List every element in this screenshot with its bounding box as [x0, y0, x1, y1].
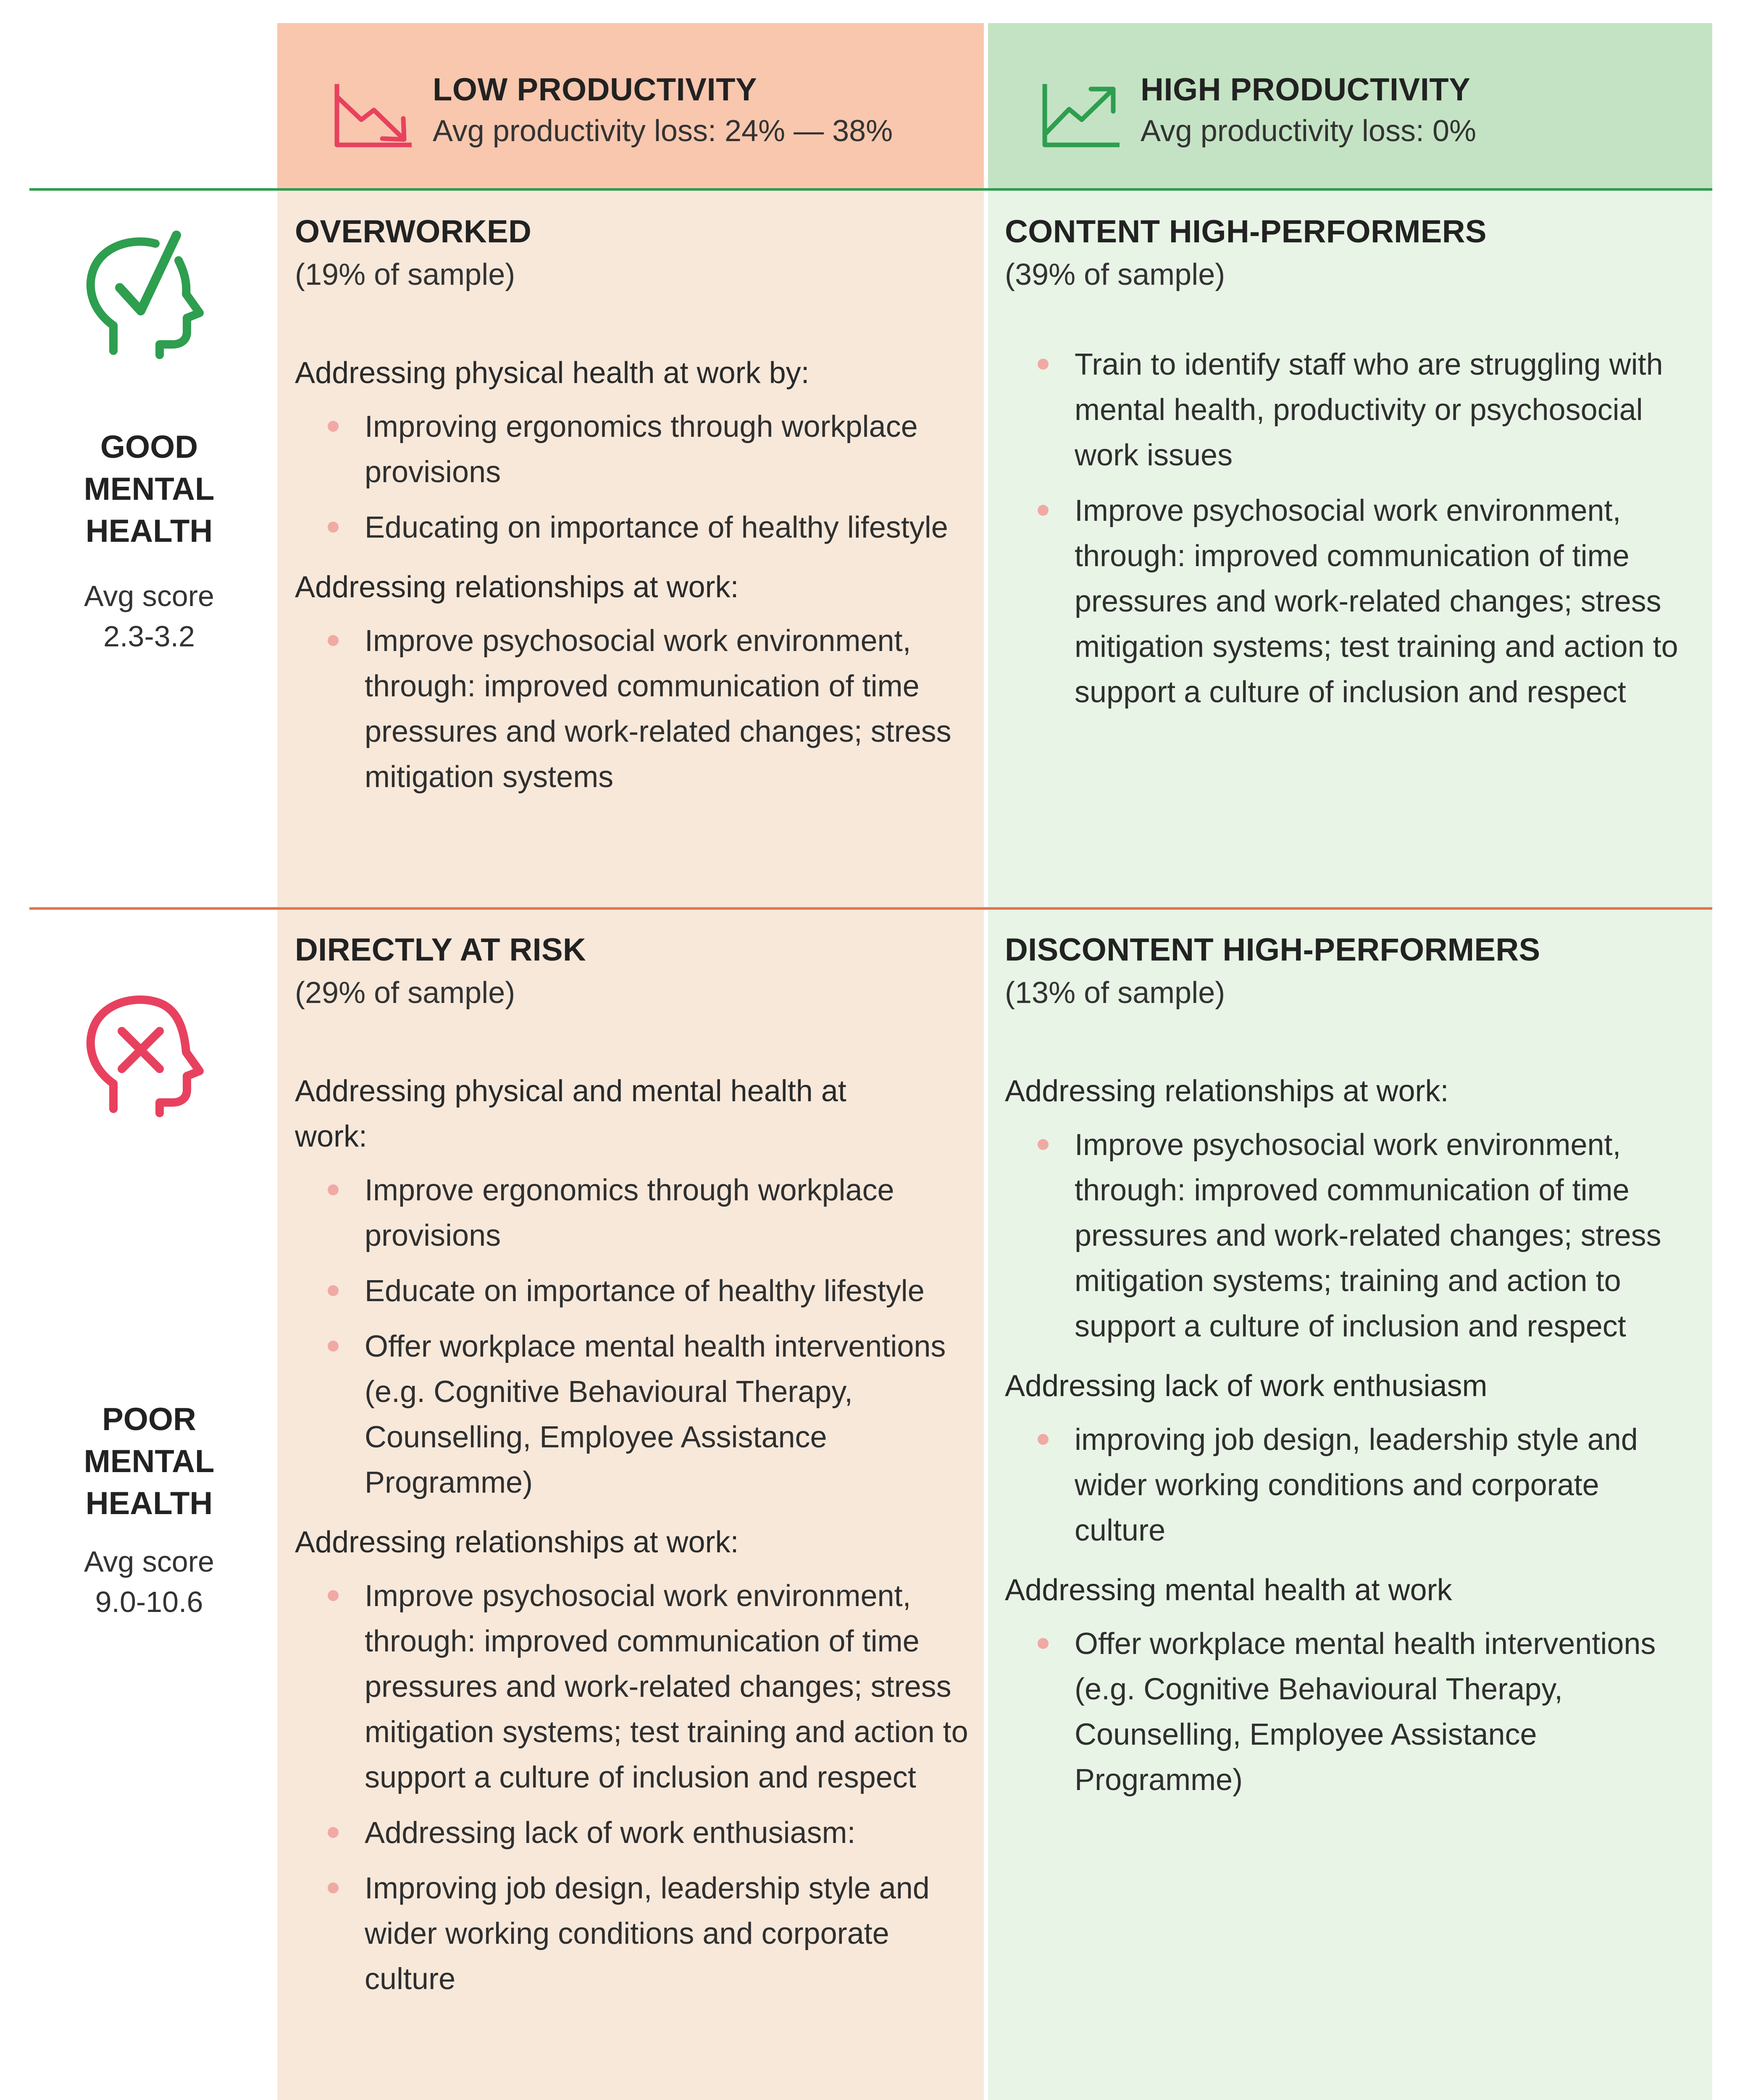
directly-at-risk-cell — [295, 928, 975, 2012]
head-cross-icon — [74, 983, 216, 1126]
bullet-list — [1005, 1621, 1694, 1803]
list-item: Addressing lack of work enthusiasm: — [295, 1810, 975, 1856]
bullet-icon — [1038, 1638, 1049, 1649]
list-item: Improve psychosocial work environment, through: improved communication of time pressures and work-related changes; stress mitigation systems; test training and action to support a culture of inclusion and respect — [1005, 488, 1694, 715]
content-high-performers-cell — [1005, 210, 1694, 725]
bullet-icon — [1038, 505, 1049, 516]
poor-label-line: MENTAL — [84, 1444, 215, 1479]
bullet-list — [295, 618, 975, 800]
trend-down-icon — [332, 80, 416, 151]
list-item: Improving ergonomics through workplace provisions — [295, 404, 975, 495]
section-heading: Addressing relationships at work: — [295, 1525, 739, 1559]
list-item: Improving job design, leadership style and wider working conditions and corporate culture — [295, 1866, 975, 2002]
bullet-list — [295, 1573, 975, 2002]
low-productivity-subtitle: Avg productivity loss: 24% — 38% — [433, 114, 893, 148]
header-divider — [29, 188, 1712, 191]
bullet-list — [1005, 1122, 1694, 1349]
overworked-cell — [295, 210, 975, 810]
section-heading: Addressing relationships at work: — [1005, 1074, 1449, 1108]
directly-at-risk-title: DIRECTLY AT RISK — [295, 932, 586, 968]
discontent-high-performers-subtitle: (13% of sample) — [1005, 976, 1225, 1010]
overworked-title: OVERWORKED — [295, 214, 532, 249]
content-high-performers-title: CONTENT HIGH-PERFORMERS — [1005, 214, 1487, 249]
good-label-line: HEALTH — [85, 513, 213, 549]
low-productivity-title: LOW PRODUCTIVITY — [433, 72, 757, 108]
bullet-icon — [328, 1341, 339, 1352]
bullet-icon — [328, 1184, 339, 1195]
bullet-icon — [328, 421, 339, 432]
section-heading: Addressing lack of work enthusiasm — [1005, 1369, 1488, 1403]
section-heading: Addressing physical health at work by: — [295, 356, 810, 390]
content-high-performers-subtitle: (39% of sample) — [1005, 258, 1225, 291]
list-item: Improve psychosocial work environment, through: improved communication of time pressures and work-related changes; stress mitigation systems; training and action to support a culture of inclusion and respect — [1005, 1122, 1694, 1349]
bullet-icon — [1038, 1139, 1049, 1150]
poor-label-line: POOR — [102, 1402, 196, 1437]
section-heading: Addressing physical and mental health at work: — [295, 1074, 846, 1153]
good-mental-health-label — [40, 426, 258, 656]
directly-at-risk-subtitle: (29% of sample) — [295, 976, 515, 1010]
discontent-high-performers-cell — [1005, 928, 1694, 1813]
bullet-icon — [1038, 1434, 1049, 1445]
overworked-subtitle: (19% of sample) — [295, 258, 515, 291]
discontent-high-performers-title: DISCONTENT HIGH-PERFORMERS — [1005, 932, 1540, 968]
list-item: Improve ergonomics through workplace provisions — [295, 1168, 975, 1258]
list-item: Train to identify staff who are struggling with mental health, productivity or psychosocial work issues — [1005, 342, 1694, 478]
bullet-icon — [328, 635, 339, 646]
bullet-list — [295, 404, 975, 550]
poor-avg-score-label: Avg score — [84, 1545, 214, 1578]
poor-avg-score-value: 9.0-10.6 — [95, 1586, 203, 1618]
bullet-icon — [328, 1590, 339, 1601]
bullet-icon — [328, 522, 339, 533]
good-label-line: GOOD — [100, 429, 198, 465]
list-item: Educating on importance of healthy lifestyle — [295, 505, 975, 550]
good-avg-score-value: 2.3-3.2 — [103, 620, 195, 653]
list-item: Educate on importance of healthy lifestyle — [295, 1268, 975, 1314]
high-productivity-subtitle: Avg productivity loss: 0% — [1141, 114, 1477, 148]
list-item: Offer workplace mental health interventions (e.g. Cognitive Behavioural Therapy, Counselling, Employee Assistance Programme) — [1005, 1621, 1694, 1803]
section-heading: Addressing relationships at work: — [295, 570, 739, 604]
bullet-list — [1005, 342, 1694, 715]
bullet-list — [1005, 1417, 1694, 1553]
head-check-icon — [74, 225, 216, 368]
bullet-icon — [328, 1882, 339, 1893]
bullet-icon — [328, 1827, 339, 1838]
section-heading: Addressing mental health at work — [1005, 1573, 1452, 1607]
list-item: Offer workplace mental health interventions (e.g. Cognitive Behavioural Therapy, Counselling, Employee Assistance Programme) — [295, 1324, 975, 1505]
poor-mental-health-label — [40, 1399, 258, 1622]
high-productivity-title: HIGH PRODUCTIVITY — [1141, 72, 1471, 108]
list-item: Improve psychosocial work environment, through: improved communication of time pressures and work-related changes; stress mitigation systems — [295, 618, 975, 800]
good-avg-score-label: Avg score — [84, 580, 214, 612]
bullet-list — [295, 1168, 975, 1505]
bullet-icon — [328, 1285, 339, 1296]
good-label-line: MENTAL — [84, 471, 215, 507]
list-item: improving job design, leadership style and wider working conditions and corporate culture — [1005, 1417, 1694, 1553]
list-item: Improve psychosocial work environment, through: improved communication of time pressures and work-related changes; stress mitigation systems; test training and action to support a culture of inclusion and respect — [295, 1573, 975, 1800]
trend-up-icon — [1040, 80, 1124, 151]
bullet-icon — [1038, 359, 1049, 370]
poor-label-line: HEALTH — [85, 1486, 213, 1521]
row-divider — [29, 907, 1712, 910]
